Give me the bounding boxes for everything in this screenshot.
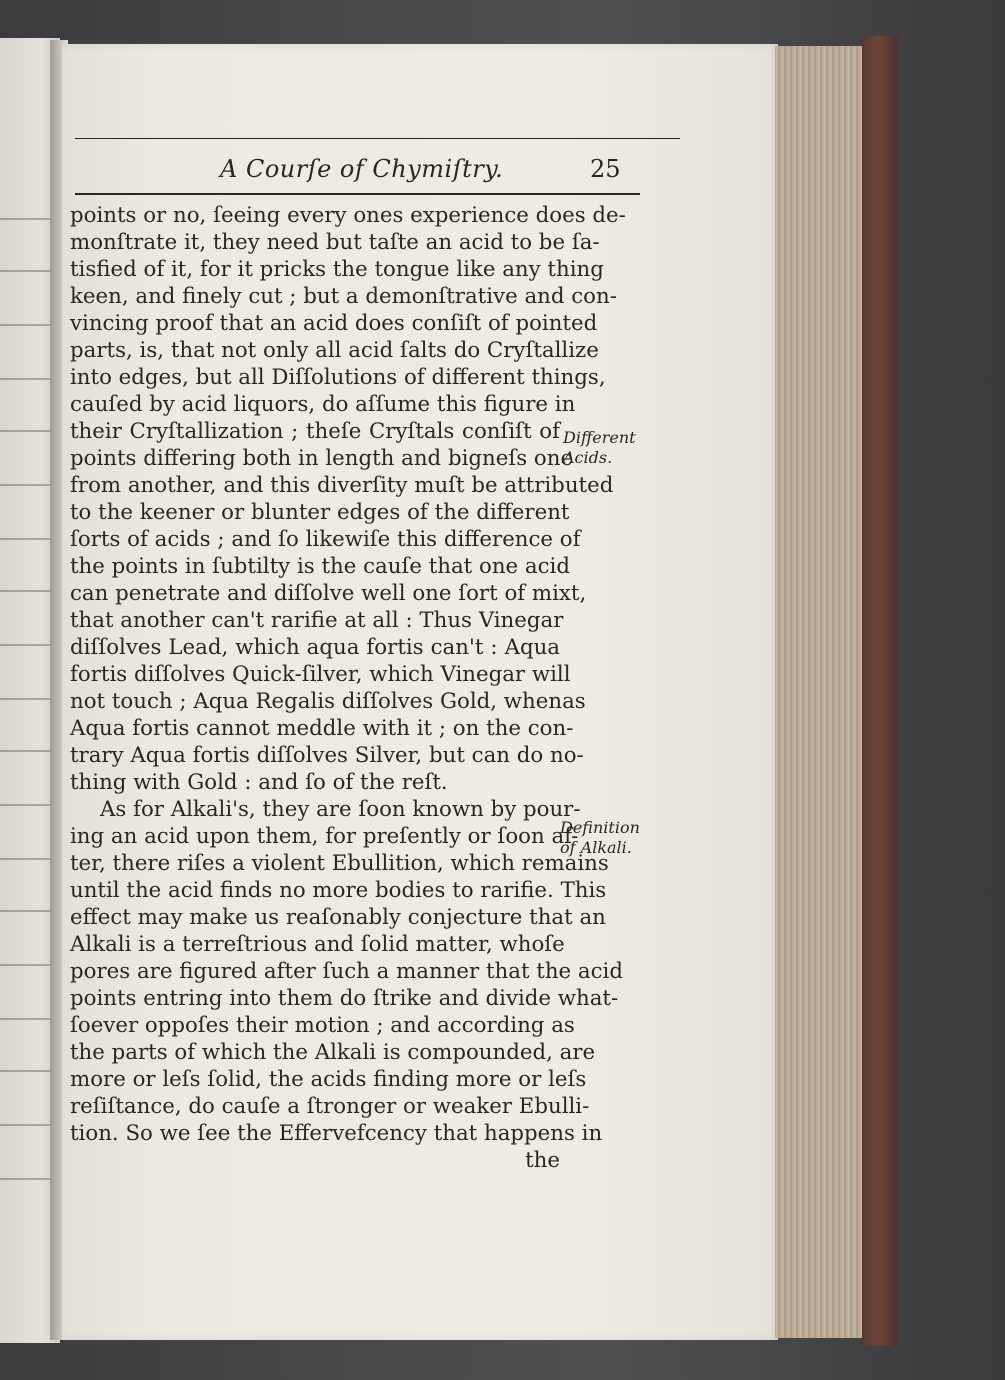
text-line: ing an acid upon them, for preſently or ſoon af- bbox=[70, 824, 579, 849]
margin-note-different-acids bbox=[563, 428, 653, 468]
text-line: cauſed by acid liquors, do aſſume this figure in bbox=[70, 392, 576, 417]
text-line: ſoever oppoſes their motion ; and according as bbox=[70, 1013, 575, 1038]
text-line: Alkali is a terreſtrious and ſolid matter, whoſe bbox=[70, 932, 565, 957]
text-line: fortis diſſolves Quick-ſilver, which Vinegar will bbox=[70, 662, 571, 687]
text-line: parts, is, that not only all acid ſalts do Cryſtallize bbox=[70, 338, 599, 363]
text-line: thing with Gold : and ſo of the reſt. bbox=[70, 770, 448, 795]
text-line: reſiſtance, do cauſe a ſtronger or weaker Ebulli- bbox=[70, 1094, 590, 1119]
text-line: not touch ; Aqua Regalis diſſolves Gold, whenas bbox=[70, 689, 586, 714]
text-line: diſſolves Lead, which aqua fortis can't : Aqua bbox=[70, 635, 560, 660]
margin-note-line: Definition bbox=[560, 818, 640, 837]
page-number: 25 bbox=[590, 155, 621, 183]
running-title: A Courſe of Chymiſtry. bbox=[220, 155, 504, 183]
running-header bbox=[220, 155, 620, 191]
text-line: tion. So we ſee the Effervefcency that happens in bbox=[70, 1121, 603, 1146]
text-line: points differing both in length and bigneſs one bbox=[70, 446, 574, 471]
text-line: keen, and finely cut ; but a demonſtrative and con- bbox=[70, 284, 617, 309]
text-line: until the acid finds no more bodies to rarifie. This bbox=[70, 878, 607, 903]
text-line: the points in ſubtilty is the cauſe that one acid bbox=[70, 554, 570, 579]
page-fore-edge bbox=[775, 46, 867, 1338]
text-line: trary Aqua fortis diſſolves Silver, but can do no- bbox=[70, 743, 584, 768]
header-rule-top bbox=[75, 138, 680, 139]
text-line: the parts of which the Alkali is compounded, are bbox=[70, 1040, 596, 1065]
text-line: effect may make us reaſonably conjecture that an bbox=[70, 905, 606, 930]
text-line: tisfied of it, for it pricks the tongue like any thing bbox=[70, 257, 604, 282]
text-line: ſorts of acids ; and ſo likewiſe this difference of bbox=[70, 527, 581, 552]
text-line: points or no, ſeeing every ones experience does de- bbox=[70, 203, 626, 228]
text-line: As for Alkali's, they are ſoon known by pour- bbox=[100, 797, 581, 822]
margin-note-line: Acids. bbox=[563, 448, 613, 467]
text-line: to the keener or blunter edges of the different bbox=[70, 500, 570, 525]
margin-note-definition-alkali bbox=[560, 818, 650, 858]
text-line: pores are figured after ſuch a manner that the acid bbox=[70, 959, 623, 984]
book-cover-edge bbox=[862, 36, 898, 1346]
text-line: more or leſs ſolid, the acids finding more or leſs bbox=[70, 1067, 587, 1092]
text-line: into edges, but all Diſſolutions of different things, bbox=[70, 365, 606, 390]
header-rule-bottom bbox=[75, 193, 640, 195]
text-line: can penetrate and diſſolve well one ſort of mixt, bbox=[70, 581, 587, 606]
text-line: that another can't rarifie at all : Thus Vinegar bbox=[70, 608, 564, 633]
text-line: from another, and this diverſity muſt be attributed bbox=[70, 473, 614, 498]
text-line: points entring into them do ſtrike and divide what- bbox=[70, 986, 619, 1011]
text-line: monſtrate it, they need but taſte an acid to be ſa- bbox=[70, 230, 600, 255]
text-line: their Cryſtallization ; theſe Cryſtals conſiſt of bbox=[70, 419, 560, 444]
margin-note-line: Different bbox=[563, 428, 636, 447]
margin-note-line: of Alkali. bbox=[560, 838, 632, 857]
text-line: vincing proof that an acid does conſiſt of pointed bbox=[70, 311, 598, 336]
text-line: Aqua fortis cannot meddle with it ; on the con- bbox=[70, 716, 574, 741]
catchword: the bbox=[525, 1148, 560, 1173]
text-line: ter, there riſes a violent Ebullition, which remains bbox=[70, 851, 609, 876]
